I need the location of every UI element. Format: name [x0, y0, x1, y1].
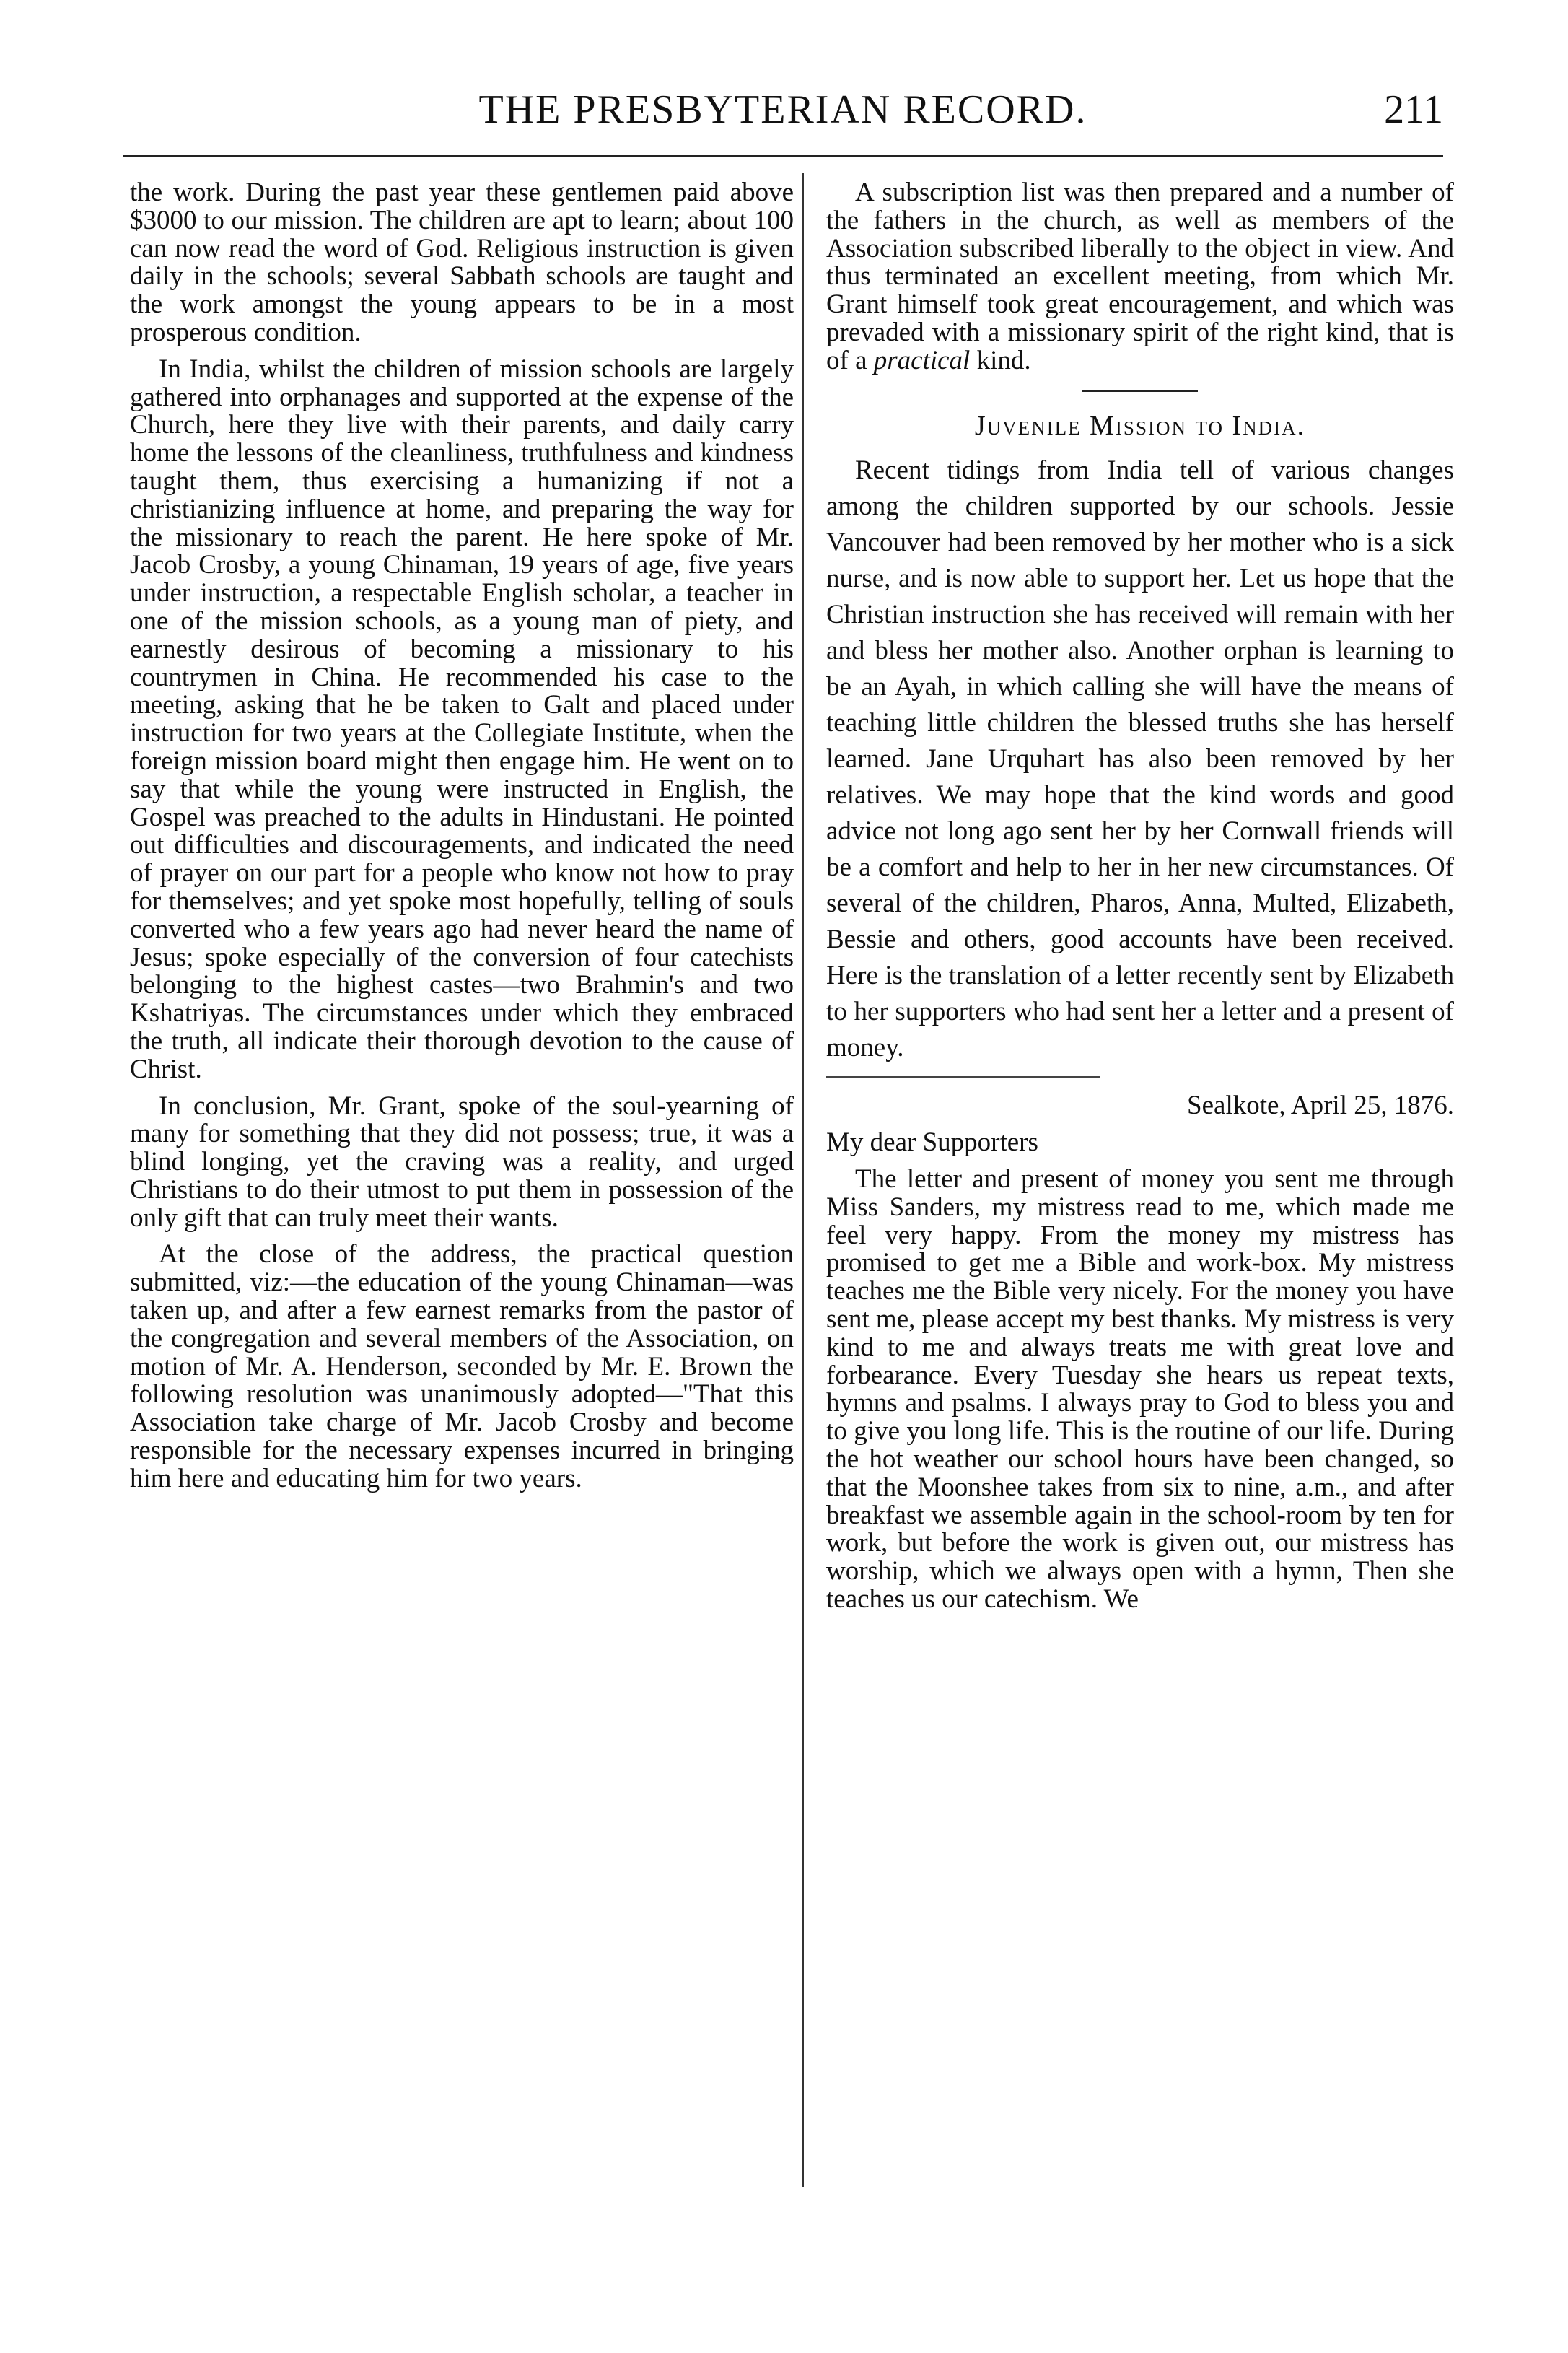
left-paragraph-3: In conclusion, Mr. Grant, spoke of the soul-yearning of many for something that they did not possess; true, it was a blind longing, yet the craving was a reality, and urged Christians to do their utmost to put them in possession of the only gift that can truly meet their wants.: [130, 1091, 794, 1233]
italic-practical: practical: [873, 345, 971, 375]
section-heading: Juvenile Mission to India.: [974, 410, 1306, 441]
letter-divider: [826, 1076, 1100, 1078]
left-paragraph-2: In India, whilst the children of mission schools are largely gathered into orphanages and supported at the expense of the Church, here they live with their parents, and daily carry home the lessons of the cleanliness, truthfulness and kindness taught them, thus exercising a humanizing if not a christianizing influence at home, and preparing the way for the missionary to reach the parent. He here spoke of Mr. Jacob Crosby, a young Chinaman, 19 years of age, five years under instruction, a respectable English scholar, a teacher in one of the mission schools, as a young man of piety, and earnestly desirous of becoming a missionary to his countrymen in China. He recommended his case to the meeting, asking that he be taken to Galt and placed under instruction for two years at the Collegiate Institute, when the foreign mission board might then engage him. He went on to say that while the young were instructed in English, the Gospel was preached to the adults in Hindustani. He pointed out difficulties and discouragements, and indicated the need of prayer on our part for a people who know not how to pray for themselves; and yet spoke most hopefully, telling of souls converted who a few years ago had never heard the name of Jesus; spoke especially of the conversion of four catechists belonging to the highest castes—two Brahmin's and two Kshatriyas. The circumstances under which they embraced the truth, all indicate their thorough devotion to the cause of Christ.: [130, 354, 794, 1084]
right-paragraph-1-text: A subscription list was then prepared and a number of the fathers in the church, as well as members of the Association subscribed liberally to the object in view. And thus terminated an excellent meeting, from which Mr. Grant himself took great encouragement, and which was prevaded with a missionary spirit of the right kind, that is of a: [826, 178, 1454, 375]
left-paragraph-1: the work. During the past year these gentlemen paid above $3000 to our mission. The children are apt to learn; about 100 can now read the word of God. Religious instruction is given daily in the schools; several Sabbath schools are taught and the work amongst the young appears to be in a most prosperous condition.: [130, 178, 794, 347]
column-divider: [802, 173, 804, 2187]
right-column: [826, 179, 1454, 1623]
right-paragraph-1-end: kind.: [970, 345, 1031, 375]
left-paragraph-4: At the close of the address, the practical question submitted, viz:—the education of the young Chinaman—was taken up, and after a few earnest remarks from the pastor of the congregation and several members of the Association, on motion of Mr. A. Henderson, seconded by Mr. E. Brown the following resolution was unanimously adopted—"That this Association take charge of Mr. Jacob Crosby and become responsible for the necessary expenses incurred in bringing him here and educating him for two years.: [130, 1239, 794, 1493]
letter-dateline: Sealkote, April 25, 1876.: [1187, 1091, 1454, 1121]
running-header: [123, 79, 1443, 137]
header-rule: [123, 155, 1443, 157]
publication-title: THE PRESBYTERIAN RECORD.: [478, 87, 1087, 132]
page-number: 211: [1384, 87, 1443, 132]
right-paragraph-2: Recent tidings from India tell of various changes among the children supported by our schools. Jessie Vancouver had been removed by her mother who is a sick nurse, and is now able to support her. Let us hope that the Christian instruction she has received will remain with her and bless her mother also. Another orphan is learning to be an Ayah, in which calling she will have the means of teaching little children the blessed truths she has herself learned. Jane Urquhart has also been removed by her relatives. We may hope that the kind words and good advice not long ago sent her by her Cornwall friends will be a comfort and help to her in her new circumstances. Of several of the children, Pharos, Anna, Multed, Elizabeth, Bessie and others, good accounts have been received. Here is the translation of a letter recently sent by Elizabeth to her supporters who had sent her a letter and a present of money.: [826, 455, 1454, 1063]
letter-body: The letter and present of money you sent me through Miss Sanders, my mistress read to me, which made me feel very happy. From the money my mistress has promised to get me a Bible and work-box. My mistress teaches me the Bible very nicely. For the money you have sent me, please accept my best thanks. My mistress is very kind to me and always treats me with great love and forbearance. Every Tuesday she hears us repeat texts, hymns and psalms. I always pray to God to bless you and to give you long life. This is the routine of our life. During the hot weather our school hours have been changed, so that the Moonshee takes from six to nine, a.m., and after breakfast we assemble again in the school-room by ten for work, but before the work is given out, our mistress has worship, which we always open with a hymn, Then she teaches us our catechism. We: [826, 1164, 1454, 1614]
letter-salutation: My dear Supporters: [826, 1127, 1038, 1158]
left-column: [130, 179, 794, 1502]
section-divider: [1082, 390, 1198, 392]
right-paragraph-1: [826, 179, 1454, 375]
